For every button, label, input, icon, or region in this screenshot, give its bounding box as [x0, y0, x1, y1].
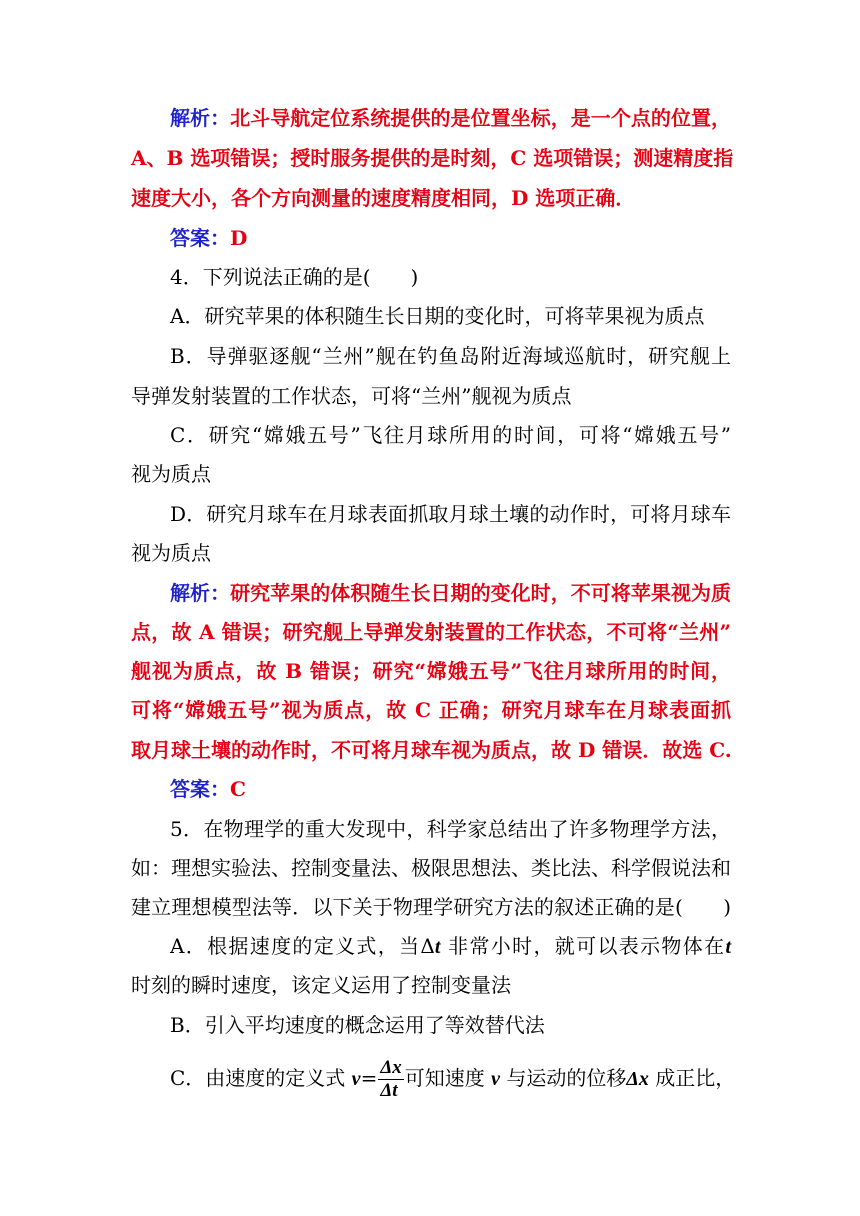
q4-analysis-line-4: 可将“嫦娥五号”视为质点，故 C 正确；研究月球车在月球表面抓: [131, 698, 731, 722]
q4-option-b-line-1: B．导弹驱逐舰“兰州”舰在钓鱼岛附近海域巡航时，研究舰上: [170, 344, 731, 368]
q3-analysis-line-2: A、B 选项错误；授时服务提供的是时刻，C 选项错误；测速精度指: [131, 146, 734, 170]
q3-analysis-label: 解析：: [170, 106, 231, 130]
velocity-formula-fraction: $\frac{\Delta x}{\Delta t}$: [380, 1057, 402, 1101]
q4-analysis-line-5: 取月球土壤的动作时，不可将月球车视为质点，故 D 错误．故选 C.: [131, 738, 732, 762]
q5-option-a-line-2: 时刻的瞬时速度，该定义运用了控制变量法: [131, 973, 511, 997]
q4-option-a: A．研究苹果的体积随生长日期的变化时，可将苹果视为质点: [170, 304, 705, 328]
q3-answer: 答案：D: [170, 226, 248, 250]
q4-analysis-line-1: 解析：研究苹果的体积随生长日期的变化时，不可将苹果视为质: [170, 581, 732, 605]
q5-option-a-line-1: A．根据速度的定义式，当Δt 非常小时，就可以表示物体在t: [170, 934, 731, 958]
q4-analysis-line-2: 点，故 A 错误；研究舰上导弹发射装置的工作状态，不可将“兰州”: [131, 620, 731, 644]
q5-stem-line-2: 如：理想实验法、控制变量法、极限思想法、类比法、科学假说法和: [131, 856, 731, 880]
q4-option-c-line-2: 视为质点: [131, 462, 211, 486]
q4-analysis-label: 解析：: [170, 581, 231, 605]
q5-stem-line-1: 5．在物理学的重大发现中，科学家总结出了许多物理学方法，: [170, 817, 731, 841]
q4-analysis-line-3: 舰视为质点，故 B 错误；研究“嫦娥五号”飞往月球所用的时间，: [131, 659, 731, 683]
q4-option-c-line-1: C．研究“嫦娥五号”飞往月球所用的时间，可将“嫦娥五号”: [170, 423, 731, 447]
q3-analysis-line-1: 解析：北斗导航定位系统提供的是位置坐标，是一个点的位置，: [170, 106, 732, 130]
q4-option-d-line-1: D．研究月球车在月球表面抓取月球土壤的动作时，可将月球车: [170, 502, 731, 526]
q4-answer: 答案：C: [170, 777, 246, 801]
q4-stem: 4．下列说法正确的是( ): [170, 265, 419, 289]
q4-option-b-line-2: 导弹发射装置的工作状态，可将“兰州”舰视为质点: [131, 384, 572, 408]
q4-option-d-line-2: 视为质点: [131, 541, 211, 565]
q5-stem-line-3: 建立理想模型法等．以下关于物理学研究方法的叙述正确的是( ): [131, 895, 731, 919]
q5-option-b: B．引入平均速度的概念运用了等效替代法: [170, 1013, 545, 1037]
q5-option-c-line-1: C．由速度的定义式 v= $\frac{\Delta x}{\Delta t}$ 可知速度 v 与运动的位移Δx 成正比，: [170, 1057, 736, 1101]
q3-analysis-line-3: 速度大小，各个方向测量的速度精度相同，D 选项正确．: [131, 186, 636, 210]
